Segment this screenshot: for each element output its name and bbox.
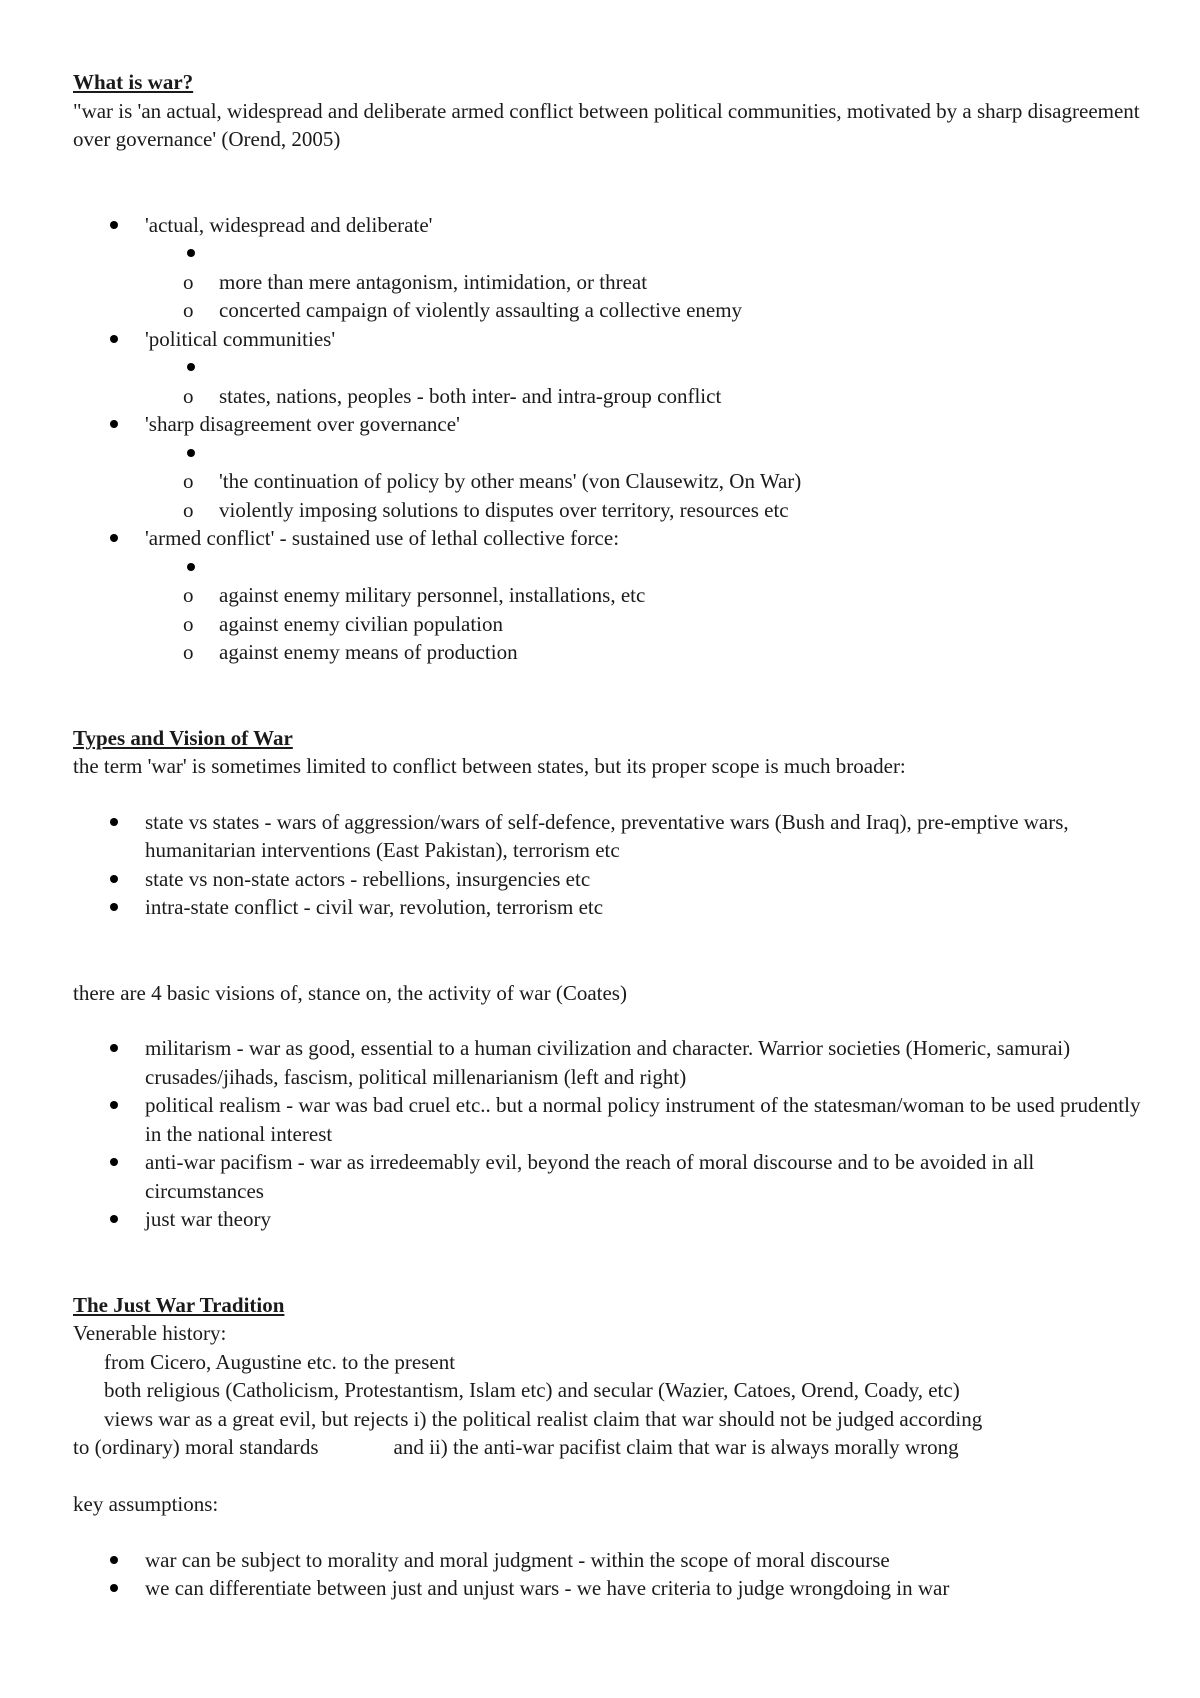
history-cont-a: to (ordinary) moral standards — [73, 1435, 319, 1459]
list-item: intra-state conflict - civil war, revolution, terrorism etc — [73, 893, 1153, 922]
list-item: o 'the continuation of policy by other means' (von Clausewitz, On War) — [73, 467, 1153, 496]
list-item: war can be subject to morality and moral judgment - within the scope of moral discourse — [73, 1546, 1153, 1575]
point-label: 'sharp disagreement over governance' — [145, 412, 460, 436]
empty-bullet — [73, 239, 1153, 268]
history-cont-b: and ii) the anti-war pacifist claim that war is always morally wrong — [393, 1435, 959, 1459]
list-item: o states, nations, peoples - both inter- and intra-group conflict — [73, 382, 1153, 411]
point-label: 'actual, widespread and deliberate' — [145, 212, 433, 237]
list-item — [73, 325, 1153, 411]
definition-points-list — [73, 211, 1153, 667]
heading-types-and-vision: Types and Vision of War — [73, 725, 293, 750]
heading-just-war-tradition: The Just War Tradition — [73, 1292, 285, 1317]
history-line: from Cicero, Augustine etc. to the present — [104, 1349, 456, 1374]
list-item: o violently imposing solutions to disputes over territory, resources etc — [73, 496, 1153, 525]
empty-bullet — [73, 439, 1153, 468]
list-item: o against enemy civilian population — [73, 610, 1153, 639]
types-intro: the term 'war' is sometimes limited to conflict between states, but its proper scope is much broader: — [73, 754, 906, 778]
list-item: political realism - war was bad cruel etc.. but a normal policy instrument of the statesman/woman to be used prudently in the national interest — [73, 1091, 1153, 1148]
empty-bullet — [73, 553, 1153, 582]
point-label: 'political communities' — [145, 326, 336, 351]
list-item: o against enemy means of production — [73, 638, 1153, 667]
history-line: both religious (Catholicism, Protestantism, Islam etc) and secular (Wazier, Catoes, Orend, Coady, etc) — [104, 1378, 960, 1402]
list-item — [73, 211, 1153, 325]
heading-what-is-war: What is war? — [73, 70, 194, 94]
war-definition: "war is 'an actual, widespread and deliberate armed conflict between political communities, motivated by a sharp disagreement over governance' (Orend, 2005) — [73, 98, 1140, 151]
assumptions-label: key assumptions: — [73, 1492, 219, 1516]
list-item — [73, 410, 1153, 524]
list-item: o against enemy military personnel, installations, etc — [73, 581, 1153, 610]
list-item: state vs non-state actors - rebellions, insurgencies etc — [73, 865, 1153, 894]
point-label: 'armed conflict' - sustained use of lethal collective force: — [145, 526, 620, 550]
history-label: Venerable history: — [73, 1321, 227, 1345]
document-page — [73, 68, 1153, 1603]
list-item: o more than mere antagonism, intimidation, or threat — [73, 268, 1153, 297]
assumptions-list — [73, 1546, 1153, 1603]
list-item: we can differentiate between just and unjust wars - we have criteria to judge wrongdoing in war — [73, 1574, 1153, 1603]
types-list — [73, 808, 1153, 922]
list-item: just war theory — [73, 1205, 1153, 1234]
visions-list — [73, 1034, 1153, 1234]
visions-intro: there are 4 basic visions of, stance on, the activity of war (Coates) — [73, 980, 627, 1005]
list-item: anti-war pacifism - war as irredeemably evil, beyond the reach of moral discourse and to be avoided in all circumstances — [73, 1148, 1153, 1205]
history-line: views war as a great evil, but rejects i) the political realist claim that war should not be judged according — [104, 1406, 983, 1431]
list-item: militarism - war as good, essential to a human civilization and character. Warrior societies (Homeric, samurai) crusades/jihads, fascism, political millenarianism (left and right) — [73, 1034, 1153, 1091]
list-item — [73, 524, 1153, 667]
empty-bullet — [73, 353, 1153, 382]
list-item: state vs states - wars of aggression/wars of self-defence, preventative wars (Bush and Iraq), pre-emptive wars, humanitarian interventions (East Pakistan), terrorism etc — [73, 808, 1153, 865]
list-item: o concerted campaign of violently assaulting a collective enemy — [73, 296, 1153, 325]
history-continuation — [73, 1433, 1153, 1462]
